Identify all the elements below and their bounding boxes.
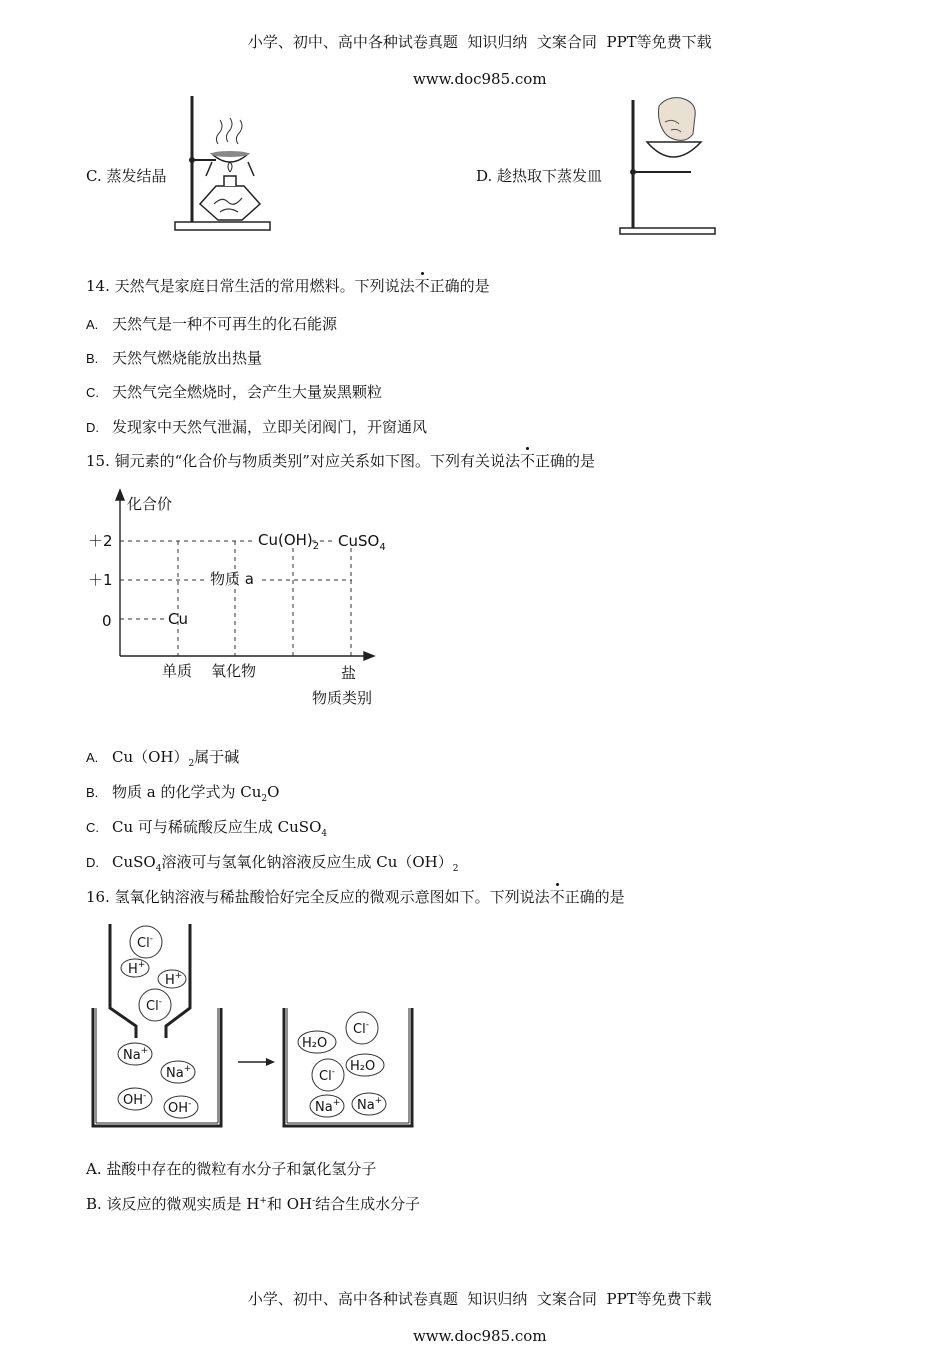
q13-option-d: D. 趁热取下蒸发皿: [476, 167, 603, 185]
header-text: 小学、初中、高中各种试卷真题 知识归纳 文案合同 PPT等免费下载: [247, 33, 712, 51]
q14-option-b: B. 天然气燃烧能放出热量: [86, 349, 263, 367]
q15-option-c: C. Cu 可与稀硫酸反应生成 CuSO$_4$: [86, 818, 328, 839]
ion-oh-2: OH-: [168, 1099, 192, 1116]
q14-option-a: A. 天然气是一种不可再生的化石能源: [86, 315, 338, 333]
q16-option-a: A. 盐酸中存在的微粒有水分子和氯化氢分子: [86, 1160, 377, 1178]
ion-h-dropper-1: H+: [128, 960, 146, 977]
ion-oh-1: OH-: [123, 1091, 147, 1108]
x-tick-oxide: 氧化物: [211, 662, 257, 680]
point-cu: Cu: [168, 610, 188, 628]
ion-na-product-2: Na+: [357, 1096, 383, 1113]
emphasis-dot: 不: [414, 277, 430, 295]
y-tick-0: 0: [102, 612, 112, 630]
q14-option-d: D. 发现家中天然气泄漏，立即关闭阀门，开窗通风: [86, 418, 428, 436]
valence-category-chart: [80, 488, 400, 718]
q16-option-b: B. 该反应的微观实质是 H+和 OH-结合生成水分子: [86, 1195, 421, 1213]
ion-cl-dropper-1: Cl-: [137, 934, 153, 951]
q14-stem: 14. 天然气是家庭日常生活的常用燃料。下列说法不正确的是: [86, 277, 490, 295]
molecule-h2o-2: H₂O: [350, 1059, 376, 1074]
ion-cl-product-2: Cl-: [319, 1067, 335, 1084]
x-tick-salt: 盐: [341, 664, 357, 682]
reaction-arrow: [238, 1058, 275, 1066]
evaporation-apparatus-figure: [170, 92, 280, 234]
remove-evaporating-dish-figure: [615, 92, 725, 238]
point-substance-a: 物质 a: [210, 570, 254, 588]
neutralization-micro-diagram: [88, 920, 418, 1132]
header-url[interactable]: www.doc985.com: [412, 70, 547, 88]
ion-h-dropper-2: H+: [165, 971, 183, 988]
ion-na-2: Na+: [166, 1064, 192, 1081]
ion-na-1: Na+: [123, 1046, 149, 1063]
y-tick-plus2: ＋2: [88, 532, 113, 550]
q15-option-b: B. 物质 a 的化学式为 $Cu_2O$: [86, 783, 280, 804]
point-cuso4: CuSO$_4$: [338, 532, 386, 553]
point-cu-oh-2: $Cu(OH)_2$: [258, 531, 320, 552]
ion-na-product-1: Na+: [315, 1098, 341, 1115]
x-tick-elemental: 单质: [162, 662, 193, 680]
q13-option-c: C. 蒸发结晶: [86, 167, 167, 185]
x-axis-title: 物质类别: [312, 689, 373, 707]
footer-url[interactable]: www.doc985.com: [412, 1327, 547, 1345]
q15-option-a: A. $Cu(OH)_2$属于碱: [86, 748, 240, 769]
q14-option-c: C. 天然气完全燃烧时，会产生大量炭黑颗粒: [86, 383, 383, 401]
page-footer: [0, 1270, 950, 1345]
footer-text: 小学、初中、高中各种试卷真题 知识归纳 文案合同 PPT等免费下载: [247, 1290, 712, 1308]
y-axis-title: 化合价: [127, 495, 173, 513]
page-header: [0, 13, 950, 88]
emphasis-dot: 不: [519, 452, 535, 470]
q16-stem: 16. 氢氧化钠溶液与稀盐酸恰好完全反应的微观示意图如下。下列说法不正确的是: [86, 888, 625, 906]
emphasis-dot: 不: [549, 888, 565, 906]
ion-cl-dropper-2: Cl-: [146, 997, 162, 1014]
q15-stem: 15. 铜元素的“化合价与物质类别”对应关系如下图。下列有关说法不正确的是: [86, 452, 595, 470]
q15-option-d: D. CuSO$_4$溶液可与氢氧化钠溶液反应生成 $Cu(OH)_2$: [86, 853, 459, 874]
molecule-h2o-1: H₂O: [302, 1036, 328, 1051]
y-tick-plus1: ＋1: [88, 571, 113, 589]
ion-cl-product-1: Cl-: [353, 1020, 369, 1037]
